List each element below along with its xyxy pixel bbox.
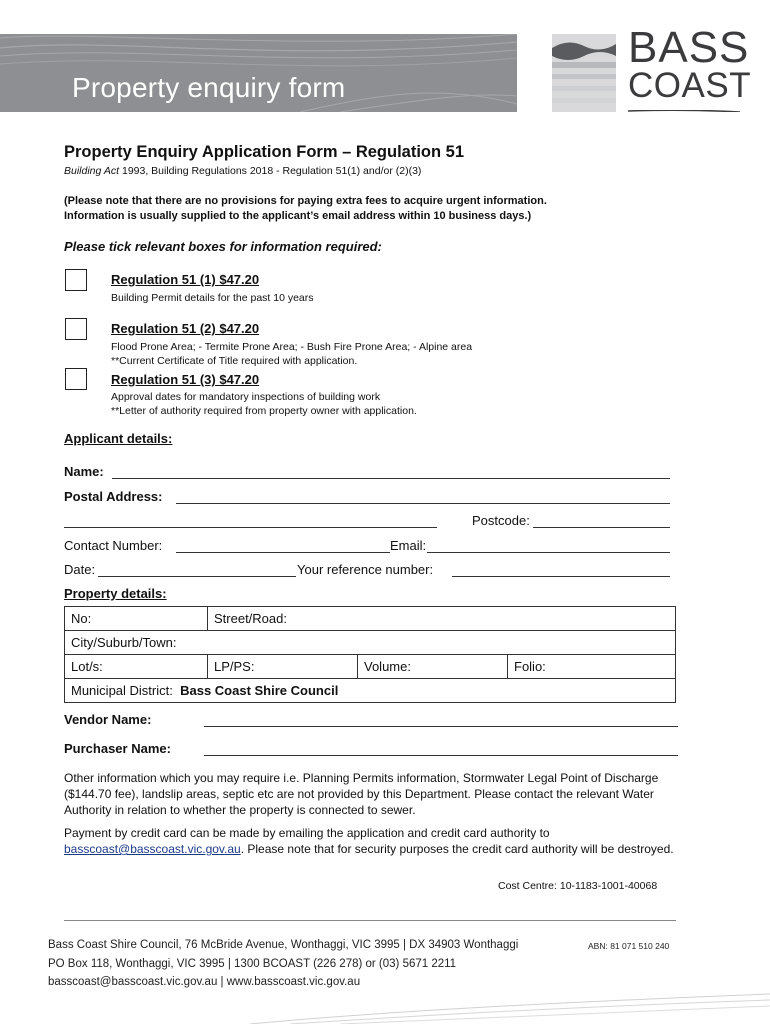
reg51-3-title: Regulation 51 (3) $47.20	[111, 372, 260, 387]
postcode-label: Postcode:	[472, 513, 530, 528]
reg51-2-checkbox[interactable]	[65, 318, 87, 340]
email-label: Email:	[390, 538, 427, 553]
contact-number-field[interactable]	[176, 552, 390, 553]
abn-number: ABN: 81 071 510 240	[588, 941, 670, 951]
folio-cell[interactable]	[508, 655, 676, 679]
footer-wave-decoration	[250, 990, 770, 1024]
tick-heading: Please tick relevant boxes for information required:	[64, 239, 382, 254]
purchaser-name-field[interactable]	[204, 755, 678, 756]
date-field[interactable]	[98, 576, 296, 577]
reg51-3-checkbox[interactable]	[65, 368, 87, 390]
property-details-heading: Property details:	[64, 586, 167, 601]
no-cell[interactable]	[65, 607, 208, 631]
district-value: Bass Coast Shire Council	[180, 683, 339, 698]
postal-address-field[interactable]	[176, 503, 670, 504]
footer-divider	[64, 920, 676, 921]
logo-underline	[628, 110, 740, 112]
vendor-name-field[interactable]	[204, 726, 678, 727]
urgent-note	[64, 194, 684, 224]
subtitle-rest: 1993, Building Regulations 2018 - Regulation 51(1) and/or (2)(3)	[119, 165, 422, 177]
footer-address-line-2: PO Box 118, Wonthaggi, VIC 3995 | 1300 BCOAST (226 278) or (03) 5671 2211	[48, 958, 457, 970]
other-information-paragraph: Other information which you may require i.e. Planning Permits information, Stormwater Legal Point of Discharge ($144.70 fee), landslip areas, septic etc are not provided by this Department. Please contact the relevant Water Authority in relation to whether the property is connected to sewer.	[64, 771, 659, 817]
contact-number-label: Contact Number:	[64, 538, 163, 553]
payment-paragraph	[64, 825, 686, 857]
city-label: City/Suburb/Town:	[71, 635, 177, 650]
street-label: Street/Road:	[214, 611, 287, 626]
reg51-1-title: Regulation 51 (1) $47.20	[111, 272, 260, 287]
payment-text: Payment by credit card can be made by emailing the application and credit card authority to	[64, 826, 550, 840]
logo-text-coast: COAST	[628, 66, 752, 105]
email-field[interactable]	[427, 552, 670, 553]
bass-coast-wave-logo-icon	[552, 34, 616, 112]
postal-address-field-line-2[interactable]	[64, 527, 437, 528]
district-cell	[65, 679, 676, 703]
reg51-1-checkbox[interactable]	[65, 269, 87, 291]
name-label: Name:	[64, 464, 104, 479]
postal-address-label: Postal Address:	[64, 489, 163, 504]
city-cell[interactable]	[65, 631, 676, 655]
lot-cell[interactable]	[65, 655, 208, 679]
form-subtitle	[64, 165, 421, 177]
form-title: Property Enquiry Application Form – Regulation 51	[64, 143, 465, 161]
vendor-name-label: Vendor Name:	[64, 712, 152, 727]
applicant-details-heading: Applicant details:	[64, 431, 173, 446]
logo-text-bass: BASS	[628, 23, 750, 72]
lpps-cell[interactable]	[208, 655, 358, 679]
reg51-2-title: Regulation 51 (2) $47.20	[111, 321, 260, 336]
payment-email-link[interactable]: basscoast@basscoast.vic.gov.au	[64, 842, 241, 856]
lpps-label: LP/PS:	[214, 659, 255, 674]
reference-number-label: Your reference number:	[297, 562, 434, 577]
property-details-table	[64, 606, 676, 703]
note-line-2: Information is usually supplied to the applicant’s email address within 10 business days.)	[64, 210, 532, 222]
reg51-2-desc-line-2: **Current Certificate of Title required with application.	[111, 355, 358, 367]
lot-label: Lot/s:	[71, 659, 103, 674]
volume-cell[interactable]	[358, 655, 508, 679]
reg51-3-desc-line-2: **Letter of authority required from property owner with application.	[111, 405, 417, 417]
date-label: Date:	[64, 562, 96, 577]
no-label: No:	[71, 611, 92, 626]
reference-number-field[interactable]	[452, 576, 670, 577]
reg51-2-desc-line-1: Flood Prone Area; - Termite Prone Area; - Bush Fire Prone Area; - Alpine area	[111, 341, 473, 353]
reg51-1-desc: Building Permit details for the past 10 years	[111, 292, 314, 304]
footer-contact-line[interactable]: basscoast@basscoast.vic.gov.au | www.basscoast.vic.gov.au	[48, 976, 361, 988]
folio-label: Folio:	[514, 659, 546, 674]
purchaser-name-label: Purchaser Name:	[64, 741, 171, 756]
district-label: Municipal District:	[71, 683, 173, 698]
volume-label: Volume:	[364, 659, 411, 674]
reg51-3-desc	[111, 390, 417, 418]
postcode-field[interactable]	[533, 527, 670, 528]
street-cell[interactable]	[208, 607, 676, 631]
reg51-3-desc-line-1: Approval dates for mandatory inspections of building work	[111, 391, 381, 403]
cost-centre: Cost Centre: 10-1183-1001-40068	[498, 880, 658, 892]
payment-rest-text: . Please note that for security purposes the credit card authority will be destroyed.	[240, 842, 674, 856]
note-line-1: (Please note that there are no provisions for paying extra fees to acquire urgent information.	[64, 195, 547, 207]
reg51-2-desc	[111, 340, 472, 368]
name-field[interactable]	[112, 478, 670, 479]
footer-address-line-1: Bass Coast Shire Council, 76 McBride Avenue, Wonthaggi, VIC 3995 | DX 34903 Wonthaggi	[48, 939, 519, 951]
subtitle-act: Building Act	[64, 165, 120, 177]
banner-title: Property enquiry form	[72, 72, 346, 103]
